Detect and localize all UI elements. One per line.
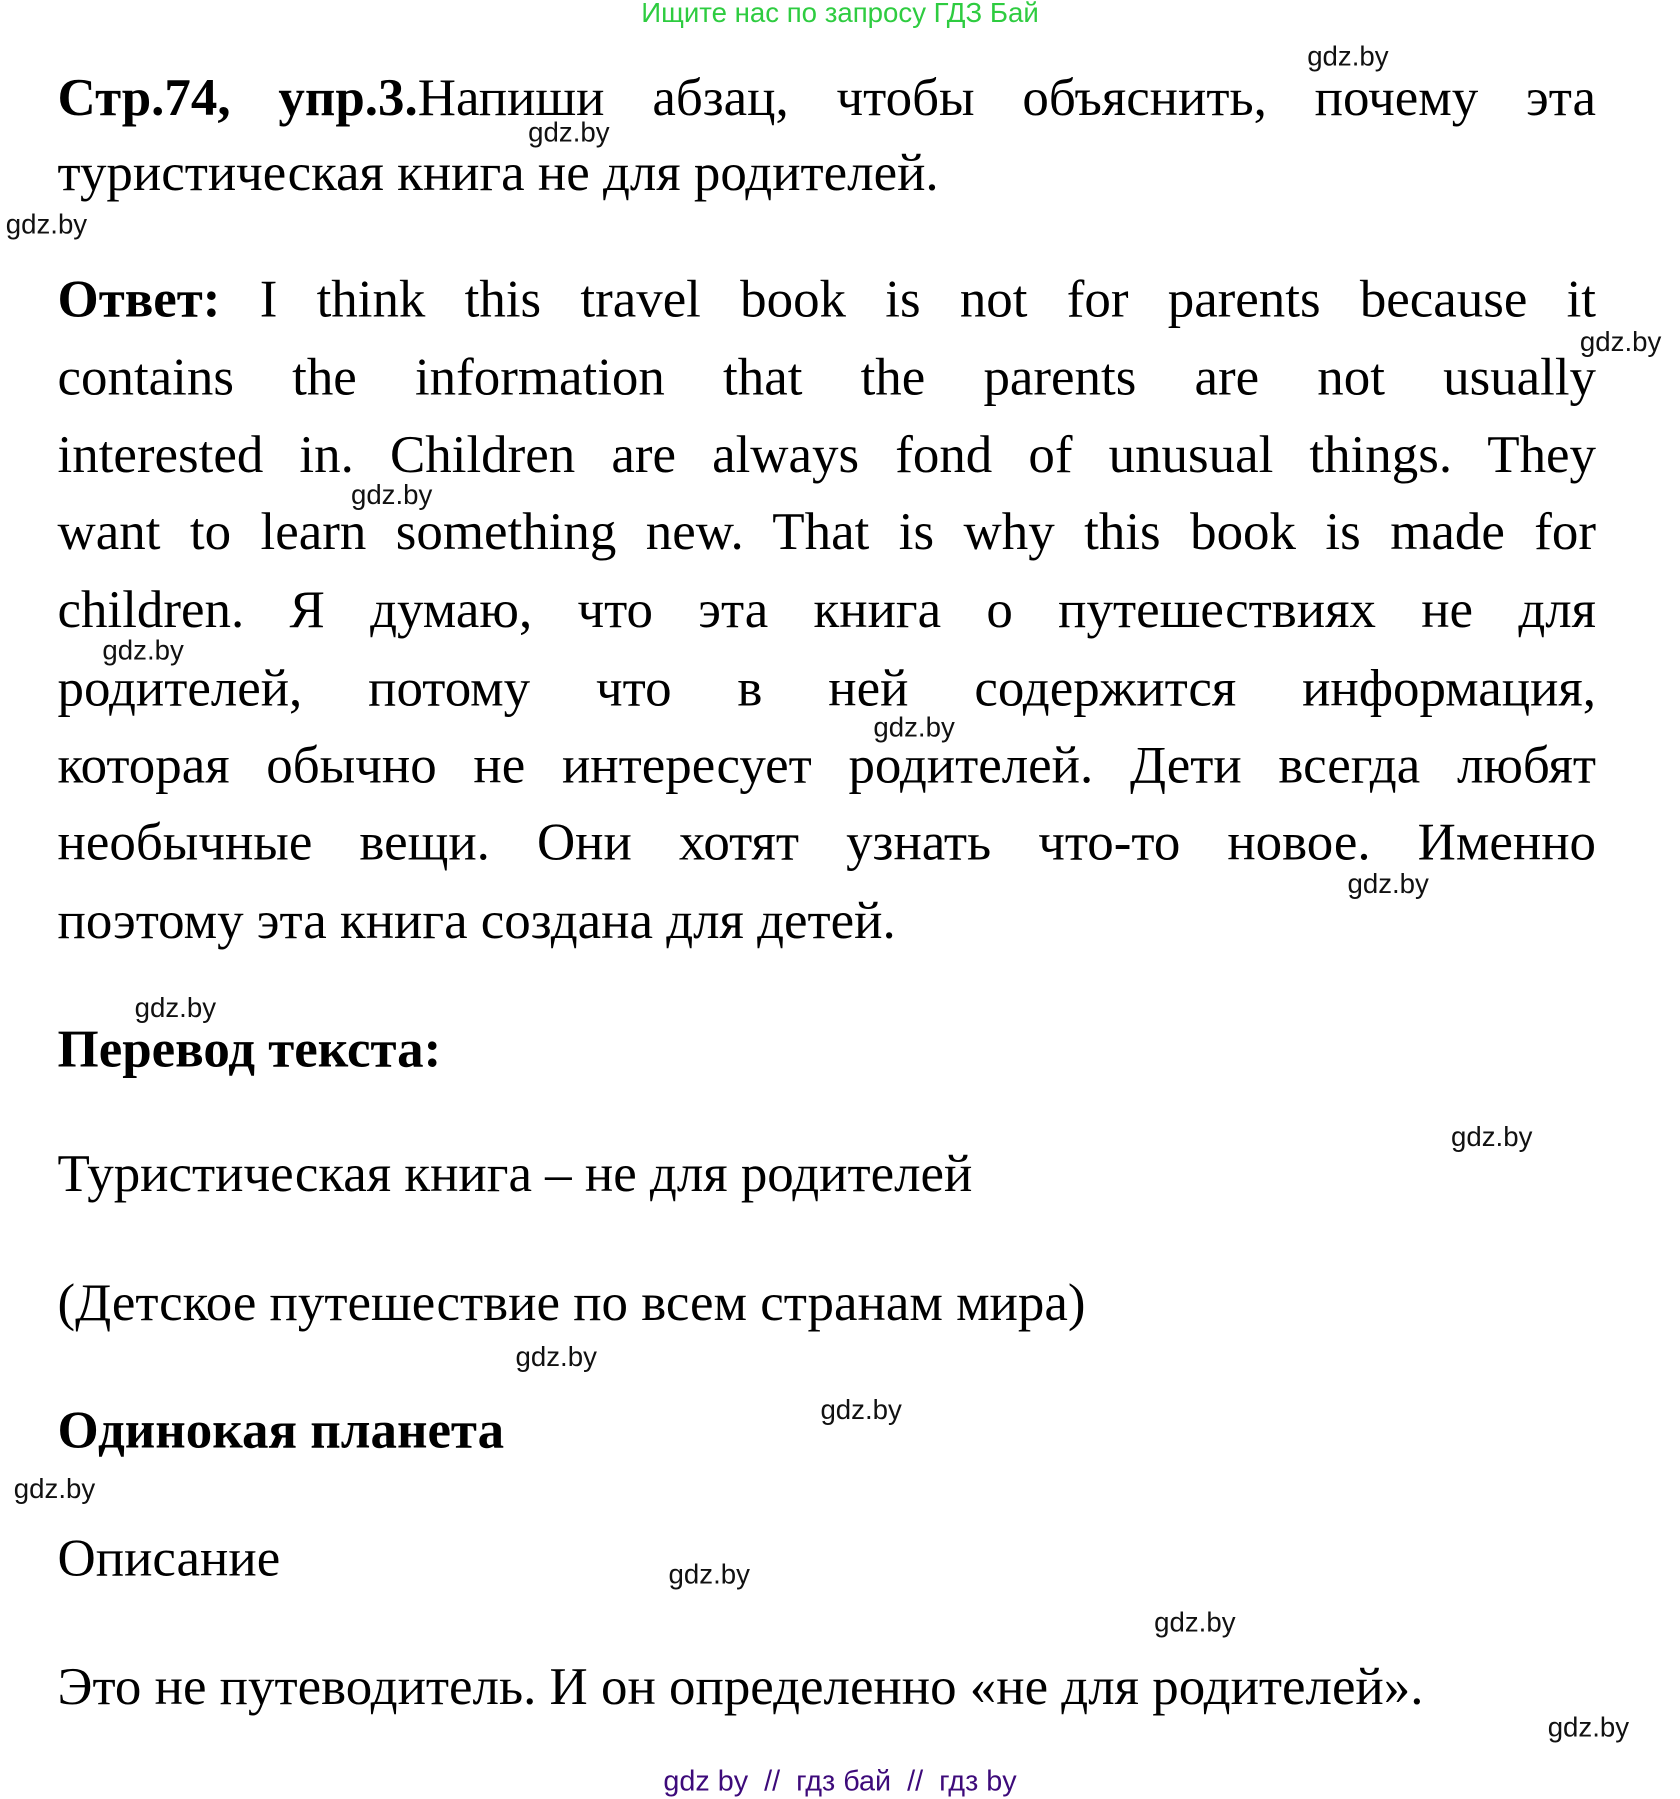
search-hint: Ищите нас по запросу ГДЗ Бай (641, 0, 1039, 29)
task-text: Напиши абзац, чтобы объяснить, почему эта (417, 67, 1597, 127)
translation-title: Туристическая книга – не для родителей (57, 1143, 973, 1203)
watermark: gdz.by (515, 1341, 597, 1373)
description-label: Описание (57, 1528, 281, 1587)
answer-line: родителей, потому что в ней содержится информация, (57, 658, 1597, 717)
translation-heading: Перевод текста: (57, 1019, 442, 1079)
watermark: gdz.by (1307, 41, 1389, 73)
answer-line: want to learn something new. That is why this book is made for (57, 501, 1597, 561)
watermark: gdz.by (1579, 326, 1662, 358)
footer-links[interactable]: gdz by // гдз бай // гдз by (663, 1765, 1017, 1798)
watermark: gdz.by (873, 712, 955, 744)
watermark: gdz.by (668, 1559, 750, 1591)
watermark: gdz.by (102, 635, 184, 667)
watermark: gdz.by (1347, 868, 1429, 900)
answer-line-1 (58, 265, 1596, 334)
watermark: gdz.by (134, 993, 217, 1025)
watermark: gdz.by (5, 209, 88, 241)
answer-line: необычные вещи. Они хотят узнать что-то новое. Именно (57, 812, 1597, 872)
answer-line: contains the information that the parents are not usually (57, 347, 1597, 407)
answer-line: children. Я думаю, что эта книга о путешествиях не для (57, 579, 1597, 639)
answer-label: Ответ: (57, 269, 221, 328)
description-text: Это не путеводитель. И он определенно «не для родителей». (57, 1657, 1424, 1716)
watermark: gdz.by (13, 1474, 96, 1506)
answer-text: I think this travel book is not for parents because it (259, 269, 1597, 328)
watermark: gdz.by (820, 1394, 902, 1426)
answer-line: поэтому эта книга создана для детей. (57, 890, 896, 950)
publisher-heading: Одинокая планета (57, 1400, 505, 1460)
answer-line: interested in. Children are always fond of unusual things. They (57, 424, 1597, 484)
watermark: gdz.by (1451, 1121, 1533, 1154)
watermark: gdz.by (528, 117, 610, 149)
watermark: gdz.by (1547, 1712, 1630, 1744)
watermark: gdz.by (350, 479, 433, 511)
watermark: gdz.by (1154, 1607, 1236, 1639)
translation-subtitle: (Детское путешествие по всем странам мира) (57, 1272, 1086, 1332)
answer-line: которая обычно не интересует родителей. Дети всегда любят (57, 735, 1597, 794)
task-label: Стр.74, упр.3. (57, 67, 418, 127)
task-line-2: туристическая книга не для родителей. (57, 142, 939, 202)
